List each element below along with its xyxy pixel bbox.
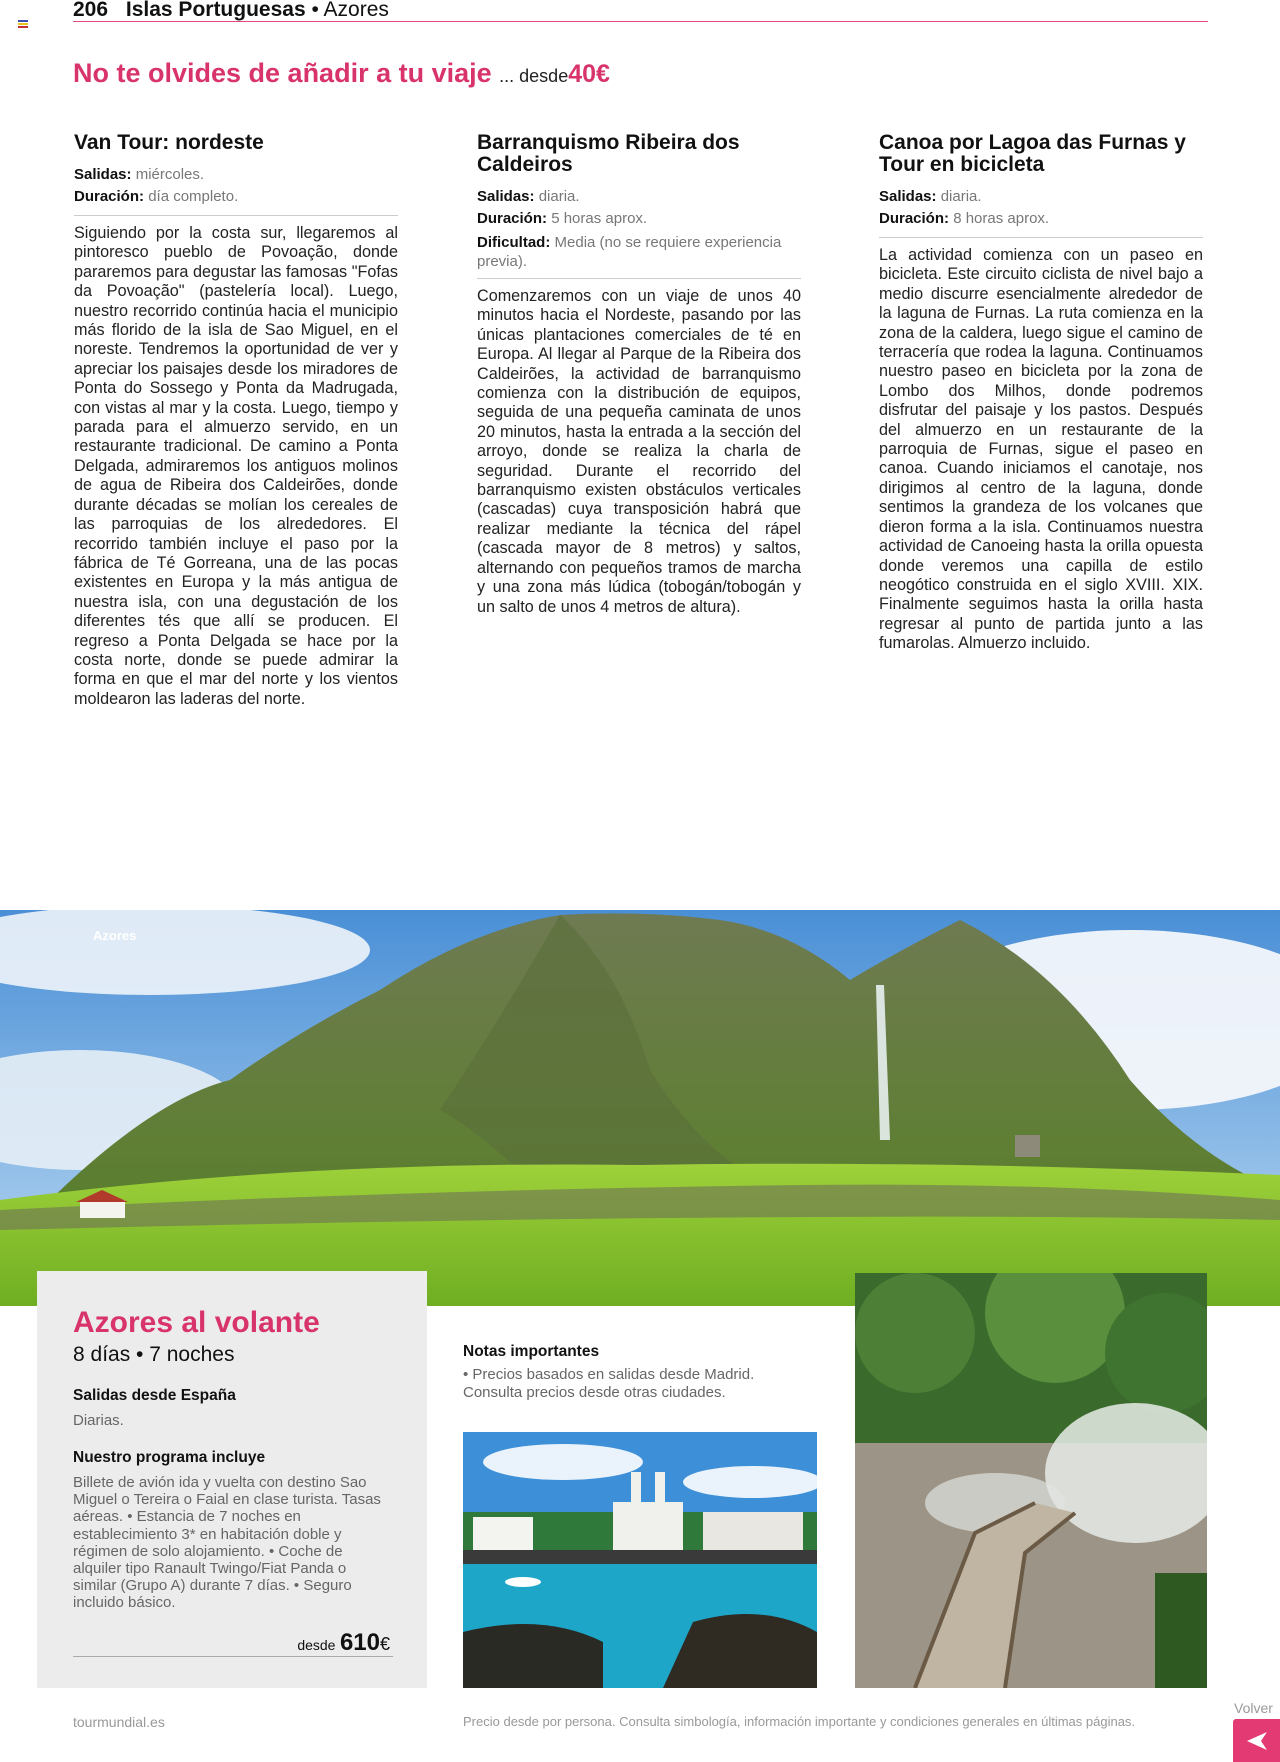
excursion-barranquismo [477, 132, 801, 617]
page-number: 206 [73, 0, 109, 21]
excursion-description: Siguiendo por la costa sur, llegaremos al pintoresco pueblo de Povoação, donde pararemos para degustar las famosas "Fofas da Povoação" (pastelería local). Luego, nuestro recorrido continúa hacia el municipio más florido de la isla de Sao Miguel, en el noreste. Tendremos la oportunidad de ver y apreciar los paisajes desde los miradores de Ponta do Sossego y Ponta da Madrugada, con vistas al mar y la costa. Luego, tiempo y parada para el almuerzo servido, en un restaurante tradicional. De camino a Ponta Delgada, admiraremos los antiguos molinos de agua de Ribeira dos Caldeirões, donde durante décadas se molían los cereales de las parroquias de los alrededores. El recorrido también incluye el paso por la fábrica de Té Gorreana, una de las pocas existentes en Europa y la más antigua de nuestra isla, con una degustación de los diferentes tés que allí se producen. El regreso a Ponta Delgada se hace por la costa norte, donde se puede admirar la forma en que el mar del norte y los vientos moldearon las laderas del norte. [74, 224, 398, 708]
price-divider [73, 1656, 393, 1657]
package-duration: 8 días • 7 noches [73, 1343, 235, 1366]
excursion-departures: Salidas: miércoles. [74, 166, 205, 183]
divider [879, 237, 1203, 238]
includes-label: Nuestro programa incluye [73, 1449, 266, 1466]
excursion-canoa [879, 132, 1203, 654]
departures-value: Diarias. [73, 1412, 124, 1429]
excursion-duration: Duración: 8 horas aprox. [879, 210, 1050, 227]
package-card [37, 1271, 427, 1688]
back-arrow-icon [1246, 1731, 1268, 1751]
price-currency: € [379, 1634, 390, 1654]
price-from-label: desde [297, 1637, 336, 1653]
excursion-title: Canoa por Lagoa das Furnas y Tour en bicicleta [879, 131, 1186, 176]
fumarole-boardwalk-photo [855, 1273, 1207, 1688]
divider [74, 215, 398, 216]
spain-flag-icon [18, 20, 28, 27]
addons-headline [73, 58, 610, 89]
package-title: Azores al volante [73, 1306, 320, 1339]
excursion-description: La actividad comienza con un paseo en bicicleta. Este circuito ciclista de nivel bajo a medio discurre esencialmente alrededor de la laguna de Furnas. La ruta comienza en la zona de la caldera, luego sigue el camino de terracería que rodea la laguna. Continuamos nuestro paseo en bicicleta por la zona de Lombo dos Milhos, donde podremos disfrutar del paisaje y los pastos. Después del almuerzo en un restaurante de la parroquia de Furnas, sigue el paseo en canoa. Cuando iniciamos el canotaje, nos dirigimos al centro de la laguna, donde sentimos la grandeza de los volcanes que dieron forma a la isla. Continuamos nuestra actividad de Canoeing hasta la orilla opuesta donde veremos una capilla de estilo neogótico construida en el siglo XVIII. XIX. Finalmente seguimos hasta la orilla hasta regresar al punto de partida junto a las fumarolas. Almuerzo incluido. [879, 246, 1203, 653]
addons-price: 40 [568, 60, 597, 88]
footer-site: tourmundial.es [73, 1714, 165, 1730]
price-value: 610 [339, 1629, 380, 1656]
footer-disclaimer: Precio desde por persona. Consulta simbología, información importante y condiciones generales en últimas páginas. [463, 1714, 1136, 1729]
departures-label: Salidas desde España [73, 1387, 236, 1404]
notes-title: Notas importantes [463, 1343, 600, 1360]
excursion-title: Barranquismo Ribeira dos Caldeiros [477, 131, 740, 176]
notes-text: • Precios basados en salidas desde Madrid. Consulta precios desde otras ciudades. [463, 1366, 755, 1401]
excursion-van-tour [74, 132, 398, 709]
excursion-departures: Salidas: diaria. [879, 188, 982, 205]
header-separator: • [311, 0, 319, 21]
harbour-town-photo [463, 1432, 817, 1688]
back-label: Volver [1234, 1700, 1273, 1716]
destination-title: Azores [323, 0, 389, 21]
excursion-departures: Salidas: diaria. [477, 188, 580, 205]
package-price [297, 1629, 390, 1657]
excursion-difficulty: Dificultad: Media (no se requiere experiencia previa). [477, 234, 782, 270]
hero-caption: Azores [93, 928, 137, 943]
divider [477, 278, 801, 279]
hero-landscape-image [0, 910, 1280, 1306]
section-title: Islas Portuguesas [125, 0, 306, 21]
addons-currency: € [596, 60, 610, 88]
back-button[interactable] [1233, 1719, 1280, 1762]
addons-from-label: ... desde [499, 66, 569, 86]
page-header [73, 0, 1208, 22]
addons-title: No te olvides de añadir a tu viaje [73, 58, 492, 88]
excursion-duration: Duración: 5 horas aprox. [477, 210, 648, 227]
excursion-title: Van Tour: nordeste [74, 131, 264, 154]
excursion-description: Comenzaremos con un viaje de unos 40 minutos hacia el Nordeste, pasando por las únicas plantaciones comerciales de té en Europa. Al llegar al Parque de la Ribeira dos Caldeirões, la actividad de barranquismo comienza con la distribución de equipos, seguida de una pequeña caminata de unos 20 minutos, hasta la entrada a la sección del arroyo, donde se realiza la charla de seguridad. Durante el recorrido del barranquismo existen obstáculos verticales (cascadas) cuya transposición habrá que realizar mediante la técnica del rápel (cascada mayor de 8 metros) y saltos, alternando con pequeños tramos de marcha y una zona más lúdica (tobogán/tobogán y un salto de unos 4 metros de altura). [477, 287, 801, 616]
includes-text: Billete de avión ida y vuelta con destino Sao Miguel o Tereira o Faial en clase turista. Tasas aéreas. • Estancia de 7 noches en establecimiento 3* en habitación doble y régimen de solo alojamiento. • Coche de alquiler tipo Ranault Twingo/Fiat Panda o similar (Grupo A) durante 7 días. • Seguro incluido básico. [73, 1474, 381, 1612]
excursion-duration: Duración: día completo. [74, 188, 239, 205]
